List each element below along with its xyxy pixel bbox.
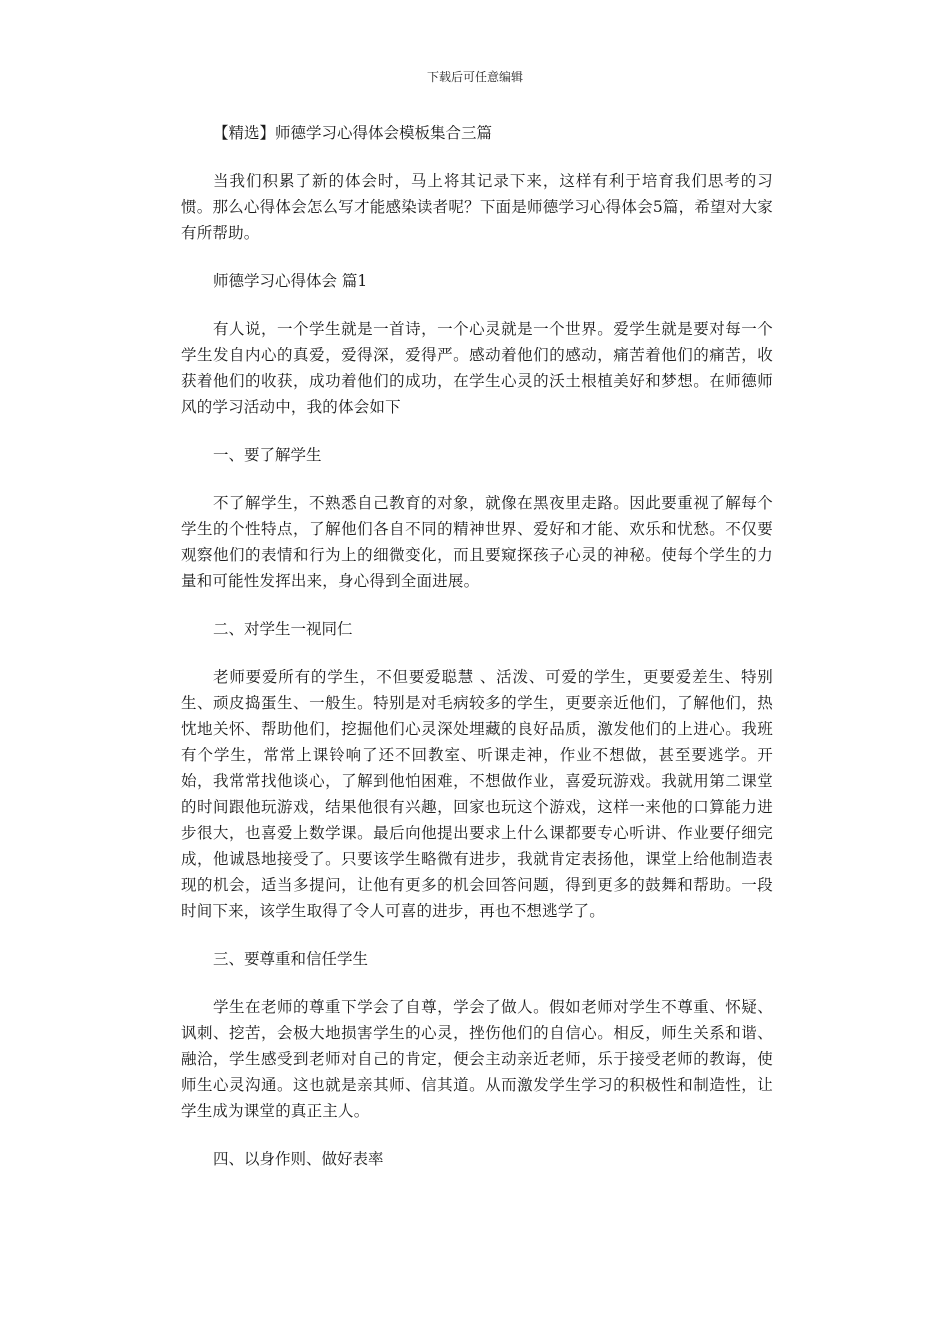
section-paragraph-1: 不了解学生，不熟悉自己教育的对象，就像在黑夜里走路。因此要重视了解每个学生的个性特点，了解他们各自不同的精神世界、爱好和才能、欢乐和忧愁。不仅要观察他们的表情和行为上的细微变化，而且要窥探孩子心灵的神秘。使每个学生的力量和可能性发挥出来，身心得到全面进展。 bbox=[181, 494, 773, 590]
section-heading-2: 二、对学生一视同仁 bbox=[213, 620, 353, 638]
section-paragraph-3: 学生在老师的尊重下学会了自尊，学会了做人。假如老师对学生不尊重、怀疑、讽刺、挖苦，会极大地损害学生的心灵，挫伤他们的自信心。相反，师生关系和谐、融洽，学生感受到老师对自己的肯定，便会主动亲近老师，乐于接受老师的教诲，使师生心灵沟通。这也就是亲其师、信其道。从而激发学生学习的积极性和制造性，让学生成为课堂的真正主人。 bbox=[181, 998, 773, 1120]
part-intro-paragraph: 有人说，一个学生就是一首诗，一个心灵就是一个世界。爱学生就是要对每一个学生发自内心的真爱，爱得深，爱得严。感动着他们的感动，痛苦着他们的痛苦，收获着他们的收获，成功着他们的成功，在学生心灵的沃土根植美好和梦想。在师德师风的学习活动中，我的体会如下 bbox=[181, 320, 773, 416]
intro-paragraph: 当我们积累了新的体会时，马上将其记录下来，这样有利于培育我们思考的习惯。那么心得体会怎么写才能感染读者呢？下面是师德学习心得体会5篇，希望对大家有所帮助。 bbox=[181, 172, 773, 242]
section-heading-4: 四、以身作则、做好表率 bbox=[213, 1150, 384, 1168]
section-heading-3: 三、要尊重和信任学生 bbox=[213, 950, 369, 968]
section-heading-1: 一、要了解学生 bbox=[213, 446, 322, 464]
header-note: 下载后可任意编辑 bbox=[426, 70, 523, 84]
document-body bbox=[181, 120, 773, 1194]
part-heading: 师德学习心得体会 篇1 bbox=[213, 272, 368, 290]
section-paragraph-2: 老师要爱所有的学生，不但要爱聪慧 、活泼、可爱的学生，更要爱差生、特别生、顽皮捣蛋生、一般生。特别是对毛病较多的学生，更要亲近他们，了解他们，热忱地关怀、帮助他们，挖掘他们心灵深处埋藏的良好品质，激发他们的上进心。我班有个学生，常常上课铃响了还不回教室、听课走神，作业不想做，甚至要逃学。开始，我常常找他谈心，了解到他怕困难，不想做作业，喜爱玩游戏。我就用第二课堂的时间跟他玩游戏，结果他很有兴趣，回家也玩这个游戏，这样一来他的口算能力进步很大，也喜爱上数学课。最后向他提出要求上什么课都要专心听讲、作业要仔细完成，他诚恳地接受了。只要该学生略微有进步，我就肯定表扬他，课堂上给他制造表现的机会，适当多提问，让他有更多的机会回答问题，得到更多的鼓舞和帮助。一段时间下来，该学生取得了令人可喜的进步，再也不想逃学了。 bbox=[181, 668, 773, 920]
document-title: 【精选】师德学习心得体会模板集合三篇 bbox=[213, 124, 493, 142]
